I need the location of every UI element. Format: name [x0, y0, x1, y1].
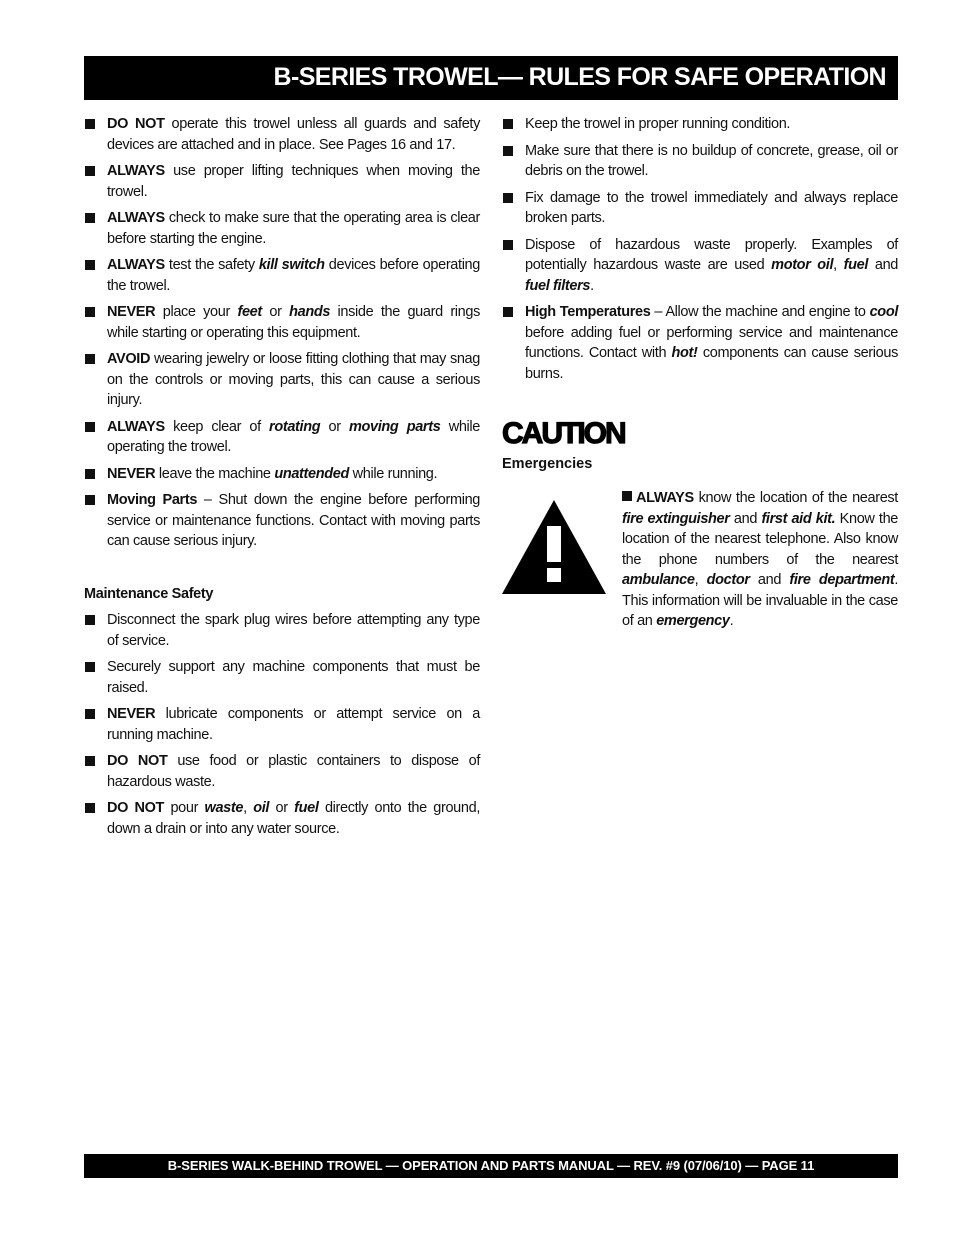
square-bullet-icon [503, 119, 513, 129]
left-column [84, 114, 480, 845]
operation-rules-list [84, 114, 480, 552]
caution-block [502, 416, 899, 629]
square-bullet-icon [85, 615, 95, 625]
list-item: AVOID wearing jewelry or loose fitting clothing that may snag on the controls or moving parts, this can cause a serious injury. [84, 349, 480, 411]
list-item: Keep the trowel in proper running condition. [502, 114, 898, 135]
emergencies-heading: Emergencies [502, 456, 593, 472]
square-bullet-icon [85, 307, 95, 317]
page-title: B-SERIES TROWEL— RULES FOR SAFE OPERATION [273, 63, 886, 91]
square-bullet-icon [503, 307, 513, 317]
square-bullet-icon [85, 756, 95, 766]
maintenance-rules-list [84, 610, 480, 839]
square-bullet-icon [622, 491, 632, 501]
list-item: Fix damage to the trowel immediately and always replace broken parts. [502, 188, 898, 229]
warning-triangle-exclamation-icon [502, 500, 606, 594]
maintenance-safety-heading: Maintenance Safety [84, 585, 214, 602]
list-item: High Temperatures – Allow the machine and engine to cool before adding fuel or performing service and maintenance functions. Contact with hot! components can cause serious burns. [502, 302, 898, 384]
list-item: ALWAYS use proper lifting techniques when moving the trowel. [84, 161, 480, 202]
list-item: NEVER place your feet or hands inside the guard rings while starting or operating this equipment. [84, 302, 480, 343]
caution-label: CAUTION [502, 417, 625, 450]
square-bullet-icon [85, 260, 95, 270]
list-item: Disconnect the spark plug wires before attempting any type of service. [84, 610, 480, 651]
square-bullet-icon [85, 213, 95, 223]
emergency-instructions: ALWAYS know the location of the nearest fire extinguisher and first aid kit. Know the location of the nearest telephone. Also know the phone numbers of the nearest ambulance, doctor and fire department. This information will be invaluable in the case of an emergency. [622, 490, 899, 629]
square-bullet-icon [503, 240, 513, 250]
square-bullet-icon [85, 662, 95, 672]
general-rules-list [502, 114, 898, 384]
list-item: DO NOT pour waste, oil or fuel directly onto the ground, down a drain or into any water source. [84, 798, 480, 839]
list-item: DO NOT use food or plastic containers to dispose of hazardous waste. [84, 751, 480, 792]
square-bullet-icon [85, 422, 95, 432]
list-item: Dispose of hazardous waste properly. Examples of potentially hazardous waste are used motor oil, fuel and fuel filters. [502, 235, 898, 297]
list-item: ALWAYS check to make sure that the operating area is clear before starting the engine. [84, 208, 480, 249]
square-bullet-icon [85, 119, 95, 129]
square-bullet-icon [503, 193, 513, 203]
list-item: NEVER leave the machine unattended while running. [84, 464, 480, 485]
square-bullet-icon [85, 709, 95, 719]
list-item: NEVER lubricate components or attempt service on a running machine. [84, 704, 480, 745]
list-item: ALWAYS test the safety kill switch devices before operating the trowel. [84, 255, 480, 296]
list-item: Securely support any machine components that must be raised. [84, 657, 480, 698]
square-bullet-icon [85, 803, 95, 813]
square-bullet-icon [503, 146, 513, 156]
list-item: ALWAYS keep clear of rotating or moving parts while operating the trowel. [84, 417, 480, 458]
footer-bar [84, 1154, 898, 1178]
square-bullet-icon [85, 354, 95, 364]
right-column [502, 114, 898, 390]
list-item: Moving Parts – Shut down the engine before performing service or maintenance functions. Contact with moving parts can cause serious injury. [84, 490, 480, 552]
list-item: DO NOT operate this trowel unless all guards and safety devices are attached and in place. See Pages 16 and 17. [84, 114, 480, 155]
square-bullet-icon [85, 469, 95, 479]
list-item: Make sure that there is no buildup of concrete, grease, oil or debris on the trowel. [502, 141, 898, 182]
square-bullet-icon [85, 166, 95, 176]
footer-text: B-SERIES WALK-BEHIND TROWEL — OPERATION AND PARTS MANUAL — REV. #9 (07/06/10) — PAGE 11 [167, 1158, 815, 1173]
square-bullet-icon [85, 495, 95, 505]
header-bar [84, 56, 898, 100]
